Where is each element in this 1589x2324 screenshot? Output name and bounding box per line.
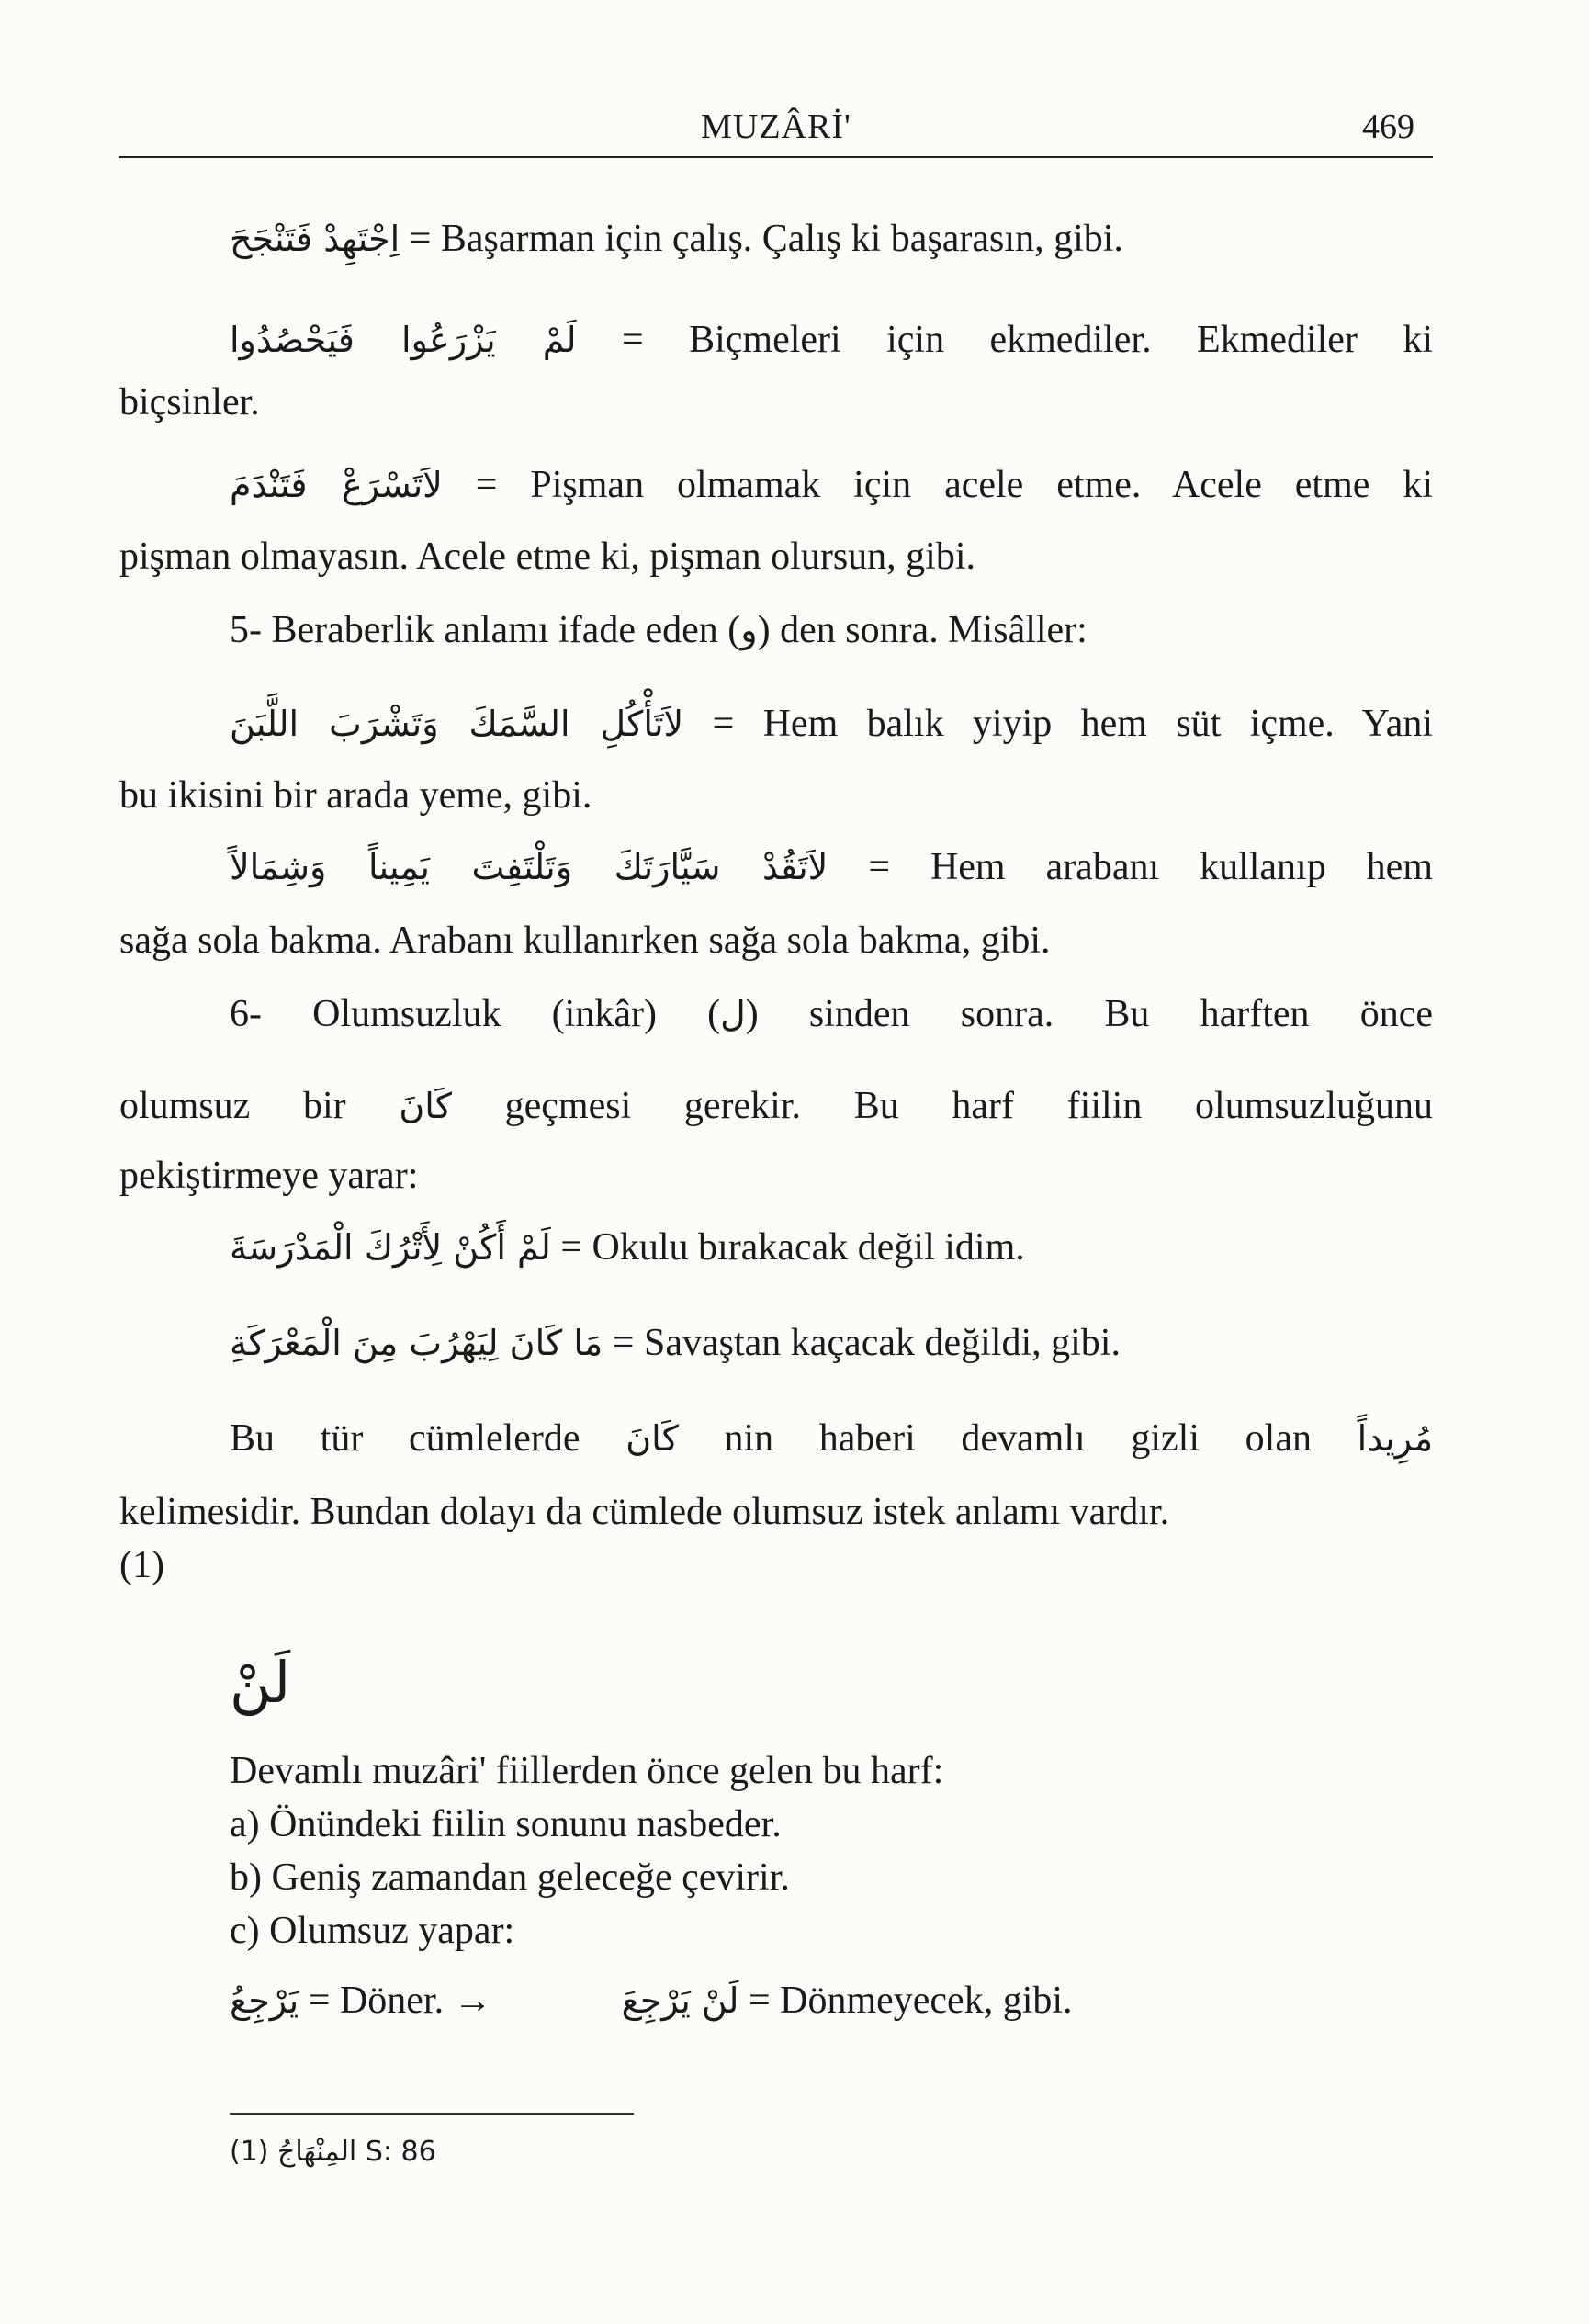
text-line xyxy=(230,988,1433,1040)
page-number: 469 xyxy=(1362,107,1414,146)
arabic-phrase: لاَتَسْرَعْ فَتَنْدَمَ xyxy=(230,465,443,505)
section-heading: لَنْ xyxy=(230,1649,291,1716)
translation: = Dönmeyecek, gibi. xyxy=(748,1980,1073,2022)
footnote-divider xyxy=(230,2113,634,2115)
translation: = Pişman olmamak için acele etme. Acele etme ki xyxy=(475,464,1433,506)
text-part: ) den sonra. Misâller: xyxy=(757,609,1088,651)
translation: = Başarman için çalış. Çalış ki başarasın, gibi. xyxy=(409,218,1123,260)
translation: = Savaştan kaçacak değildi, gibi. xyxy=(612,1322,1121,1364)
arabic-phrase: لاَتَأْكُلِ السَّمَكَ وَتَشْرَبَ اللَّبَنَ xyxy=(230,704,684,744)
text-line: bu ikisini bir arada yeme, gibi. xyxy=(119,774,592,817)
text-part: ) sinden sonra. Bu harften önce xyxy=(745,993,1433,1035)
arabic-letter: ل xyxy=(720,994,746,1034)
footnote xyxy=(230,2136,436,2168)
example-line xyxy=(230,1975,1433,2026)
arabic-phrase: لَمْ أَكُنْ لِأَتْرُكَ الْمَدْرَسَةَ xyxy=(230,1227,551,1268)
translation: = Hem arabanı kullanıp hem xyxy=(868,846,1433,888)
text-line xyxy=(230,1413,1433,1464)
example-line xyxy=(230,698,1433,750)
running-title: MUZÂRİ' xyxy=(701,107,851,146)
translation: = Biçmeleri için ekmediler. Ekmediler ki xyxy=(622,319,1434,361)
arabic-word: يَرْجِعُ xyxy=(230,1980,299,2021)
text-line: Devamlı muzâri' fiillerden önce gelen bu harf: xyxy=(230,1750,944,1792)
text-line: sağa sola bakma. Arabanı kullanırken sağa sola bakma, gibi. xyxy=(119,919,1051,962)
text-line xyxy=(230,604,1433,656)
text-line: pişman olmayasın. Acele etme ki, pişman olursun, gibi. xyxy=(119,536,976,578)
text-line: kelimesidir. Bundan dolayı da cümlede olumsuz istek anlamı vardır. xyxy=(119,1491,1170,1533)
running-head xyxy=(119,99,1433,158)
text-line: a) Önündeki fiilin sonunu nasbeder. xyxy=(230,1803,782,1845)
arabic-word: كَانَ xyxy=(399,1086,452,1126)
example-line xyxy=(230,459,1433,511)
text-line: biçsinler. xyxy=(119,381,260,423)
text-part: 6- Olumsuzluk (inkâr) ( xyxy=(230,993,721,1035)
arabic-word: مُرِيداً xyxy=(1357,1418,1434,1459)
text-part: 5- Beraberlik anlamı ifade eden ( xyxy=(230,609,741,651)
text-line xyxy=(119,1080,1433,1132)
example-line xyxy=(230,841,1433,893)
text-part: Bu tür cümlelerde xyxy=(230,1417,580,1460)
text-line: c) Olumsuz yapar: xyxy=(230,1910,515,1952)
text-line: b) Geniş zamandan geleceğe çevirir. xyxy=(230,1856,790,1899)
footnote-ref: S: 86 xyxy=(365,2136,436,2168)
arabic-letter: و xyxy=(740,610,758,650)
example-line xyxy=(230,213,1433,265)
arabic-phrase: اِجْتَهِدْ فَتَنْجَحَ xyxy=(230,219,400,259)
arabic-word: كَانَ xyxy=(625,1418,679,1459)
footnote-ref: (1) xyxy=(119,1544,164,1586)
example-line xyxy=(230,314,1433,366)
footnote-source: المِنْهَاجُ xyxy=(277,2136,357,2168)
text-line: pekiştirmeye yarar: xyxy=(119,1155,419,1197)
translation: = Okulu bırakacak değil idim. xyxy=(560,1226,1025,1269)
example-line xyxy=(230,1317,1433,1369)
arabic-phrase: مَا كَانَ لِيَهْرُبَ مِنَ الْمَعْرَكَةِ xyxy=(230,1323,603,1363)
example-line xyxy=(230,1222,1433,1273)
translation: = Döner. → xyxy=(308,1980,492,2022)
arabic-phrase: لَمْ يَزْرَعُوا فَيَحْصُدُوا xyxy=(230,320,577,360)
arabic-phrase: لاَتَقُدْ سَيَّارَتَكَ وَتَلْتَفِتَ يَمِيناً وَشِمَالاً xyxy=(230,847,828,887)
footnote-number: (1) xyxy=(230,2136,269,2168)
translation: = Hem balık yiyip hem süt içme. Yani xyxy=(712,703,1433,745)
text-part: nin haberi devamlı gizli olan xyxy=(724,1417,1312,1460)
arabic-phrase: لَنْ يَرْجِعَ xyxy=(621,1980,739,2021)
text-part: olumsuz bir xyxy=(119,1085,346,1127)
text-part: geçmesi gerekir. Bu harf fiilin olumsuzluğunu xyxy=(504,1085,1434,1127)
